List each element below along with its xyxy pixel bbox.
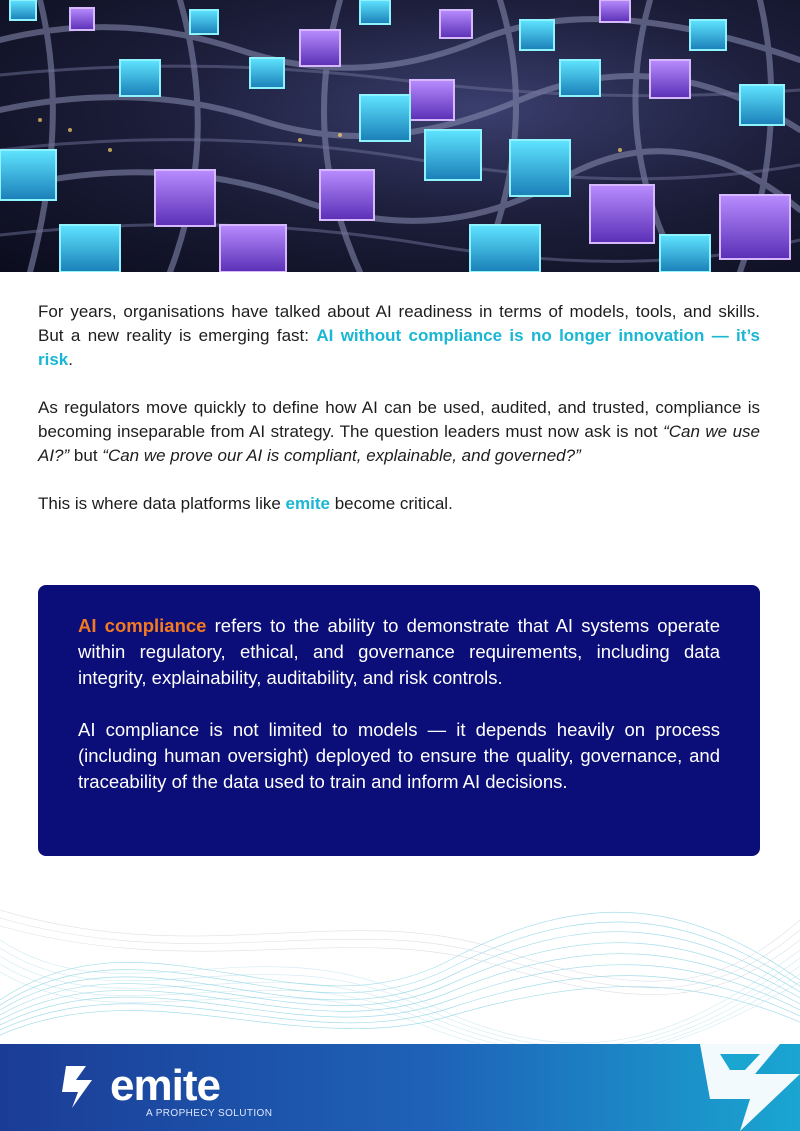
definition-term: AI compliance (78, 615, 207, 636)
footer-bar (0, 1044, 800, 1131)
question-quote-2: “Can we prove our AI is compliant, explainable, and governed?” (102, 446, 581, 465)
wave-decoration (0, 880, 800, 1050)
intro-paragraph-1: For years, organisations have talked about AI readiness in terms of models, tools, and skills. But a new reality is emerging fast: AI without compliance is no longer innovation — it’s risk. (38, 302, 760, 369)
highlight-phrase: AI without compliance is no longer innovation — it’s risk (38, 326, 760, 369)
question-quote-1: “Can we use AI?” (38, 422, 760, 465)
emite-large-mark-icon (660, 1044, 800, 1131)
brand-wordmark: emite (110, 1061, 220, 1110)
definition-paragraph-2: AI compliance is not limited to models — it depends heavily on process (including human oversight) deployed to ensure the quality, governance, and traceability of the data used to train and inform AI decisions. (78, 719, 720, 792)
cube-network-illustration (0, 0, 800, 272)
definition-callout (38, 585, 760, 856)
intro-paragraph-3: This is where data platforms like emite become critical. (38, 494, 453, 513)
brand-tagline: A PROPHECY SOLUTION (146, 1108, 273, 1119)
hero-image (0, 0, 800, 272)
emite-logo-mark-icon (52, 1062, 104, 1112)
article-body (38, 300, 760, 540)
definition-paragraph: AI compliance refers to the ability to demonstrate that AI systems operate within regulatory, ethical, and governance requirements, including data integrity, explainability, auditability, and risk controls. (78, 615, 720, 688)
intro-paragraph-2: As regulators move quickly to define how AI can be used, audited, and trusted, compliance is becoming inseparable from AI strategy. The question leaders must now ask is not “Can we use AI?” but “Can we prove our AI is compliant, explainable, and governed?” (38, 398, 760, 465)
brand-mention: emite (285, 494, 330, 513)
emite-logo[interactable] (52, 1061, 273, 1122)
